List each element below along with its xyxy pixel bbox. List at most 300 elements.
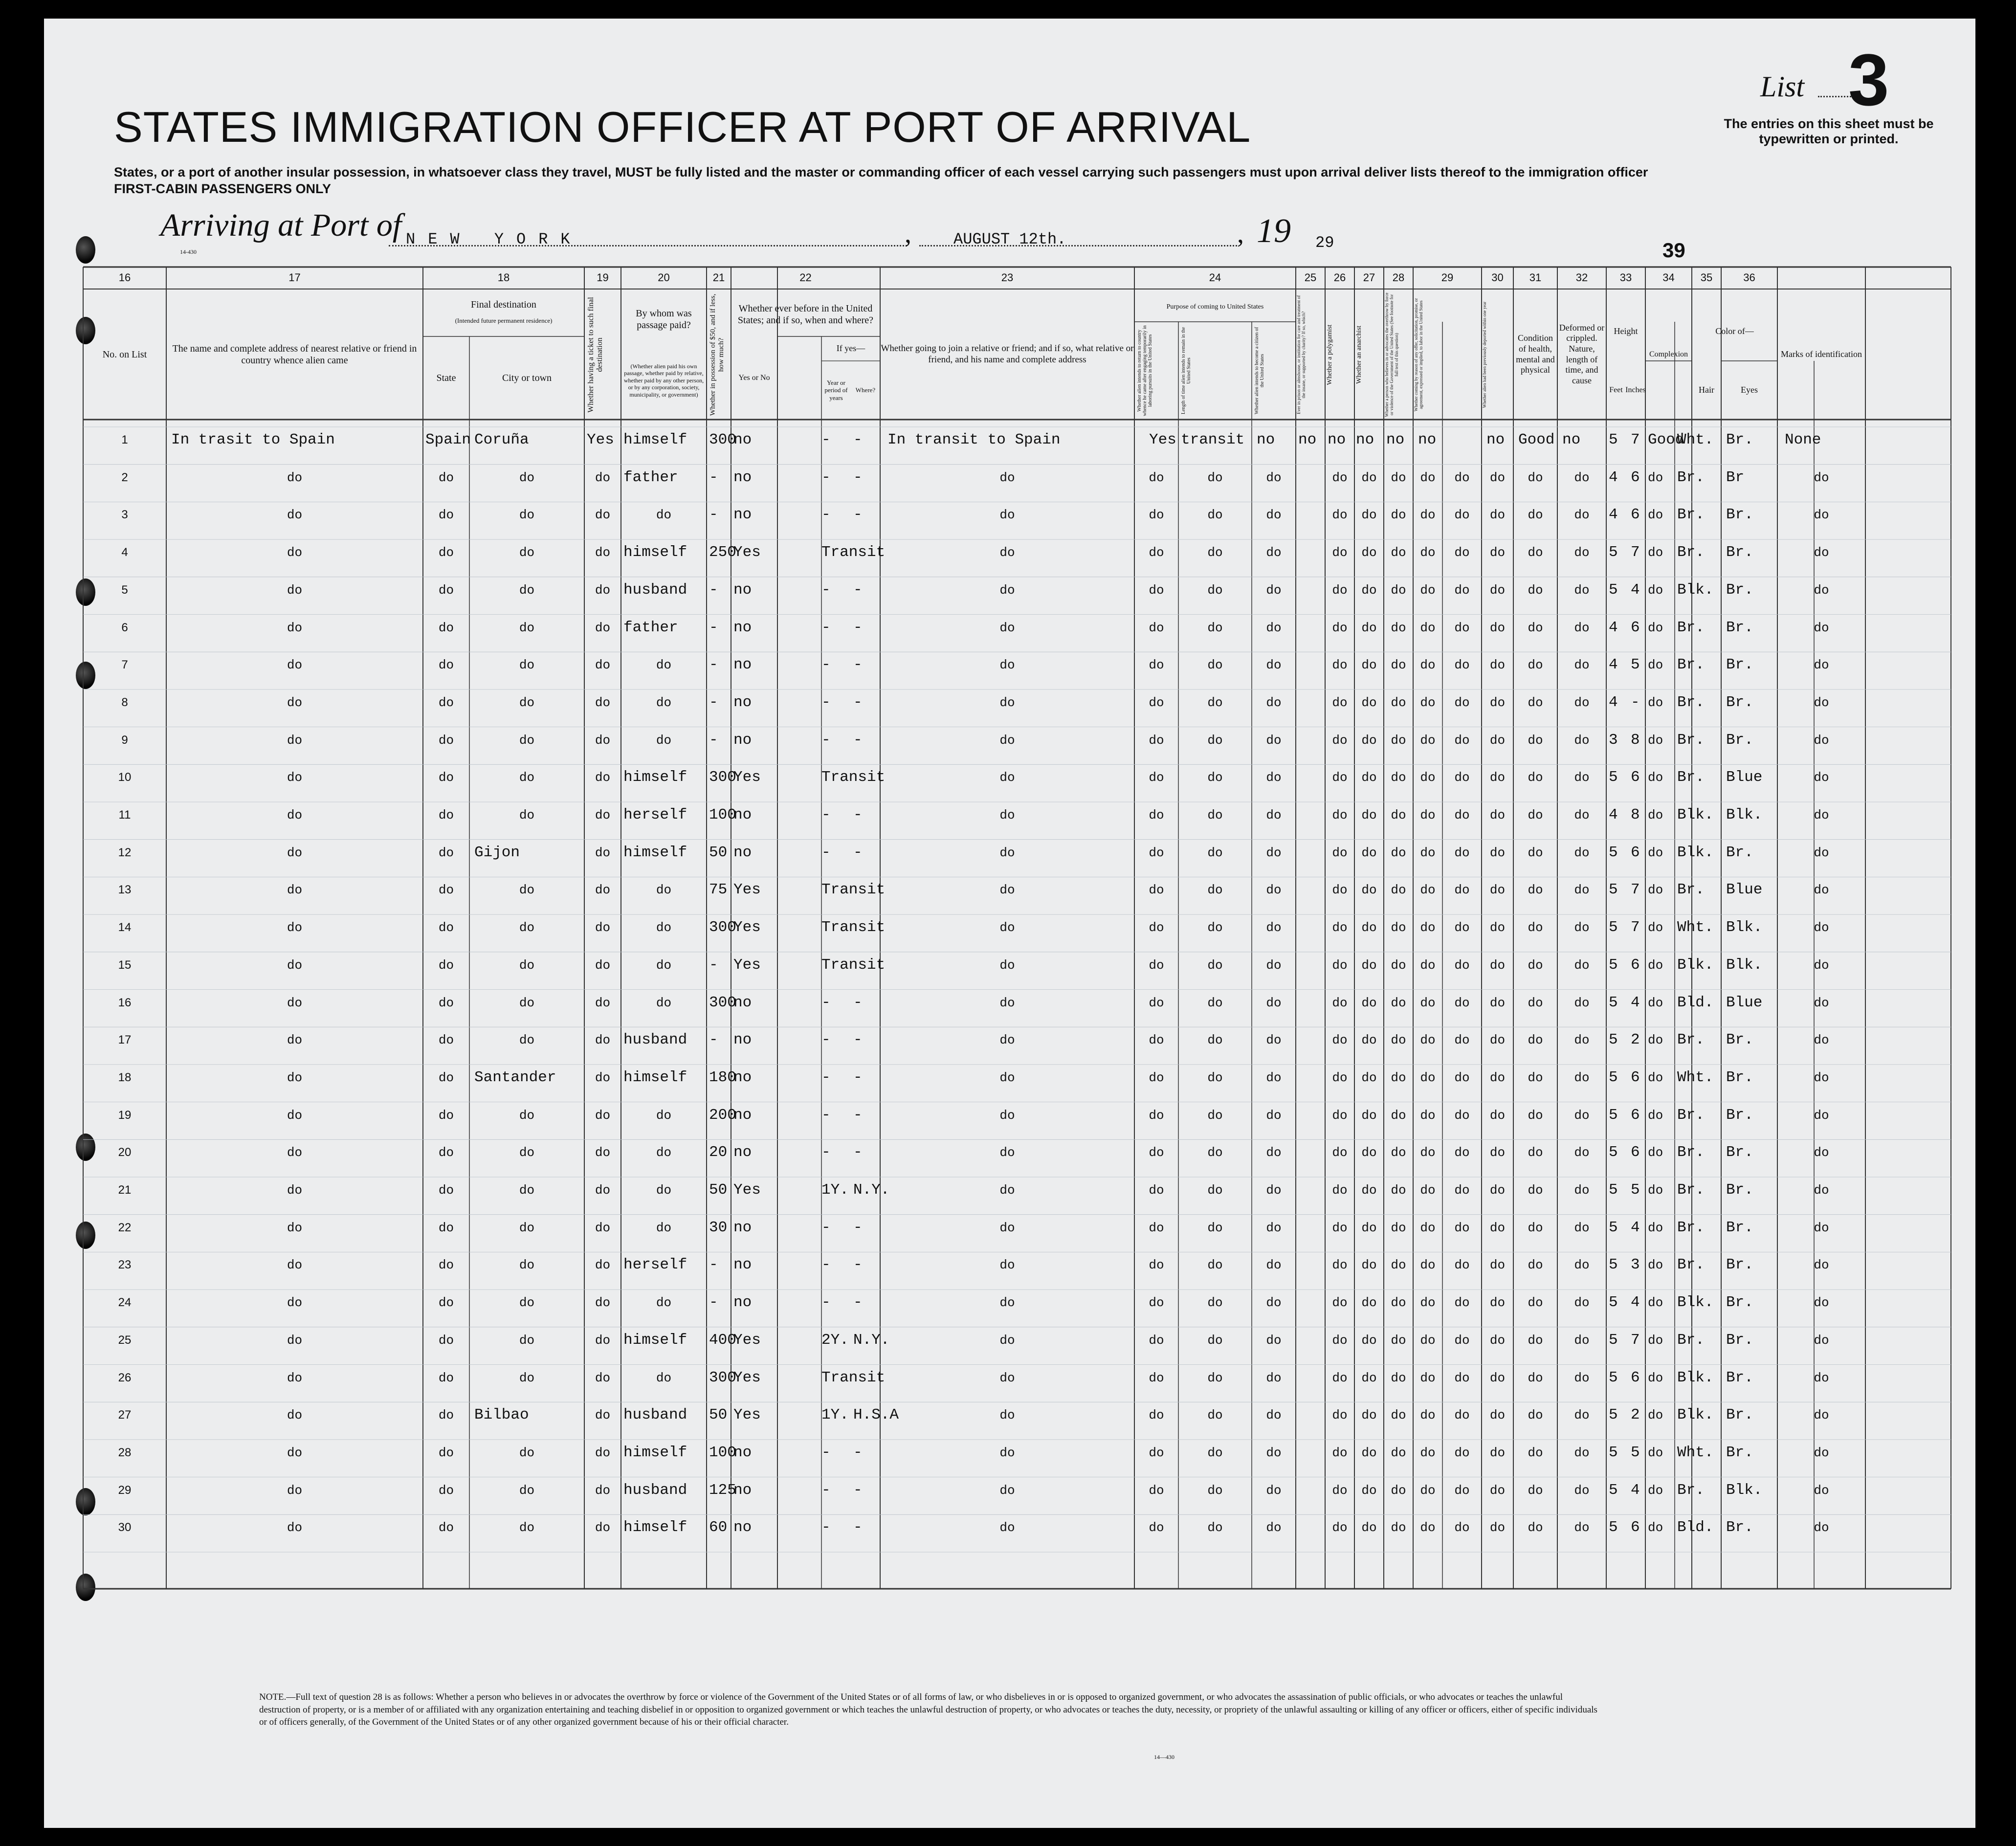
anarchist-cell: do	[1391, 1183, 1406, 1198]
deported-cell: do	[1489, 1070, 1506, 1085]
money-cell: -	[709, 693, 718, 711]
passage-paid-cell: himself	[623, 1519, 687, 1536]
city-cell: do	[519, 658, 535, 673]
marks-cell: do	[1814, 470, 1829, 485]
eyes-cell: Br.	[1726, 693, 1753, 711]
prior-year-cell: -	[821, 731, 831, 749]
list-number-cell: 5	[121, 583, 128, 597]
prior-year-cell: Transit	[821, 544, 886, 561]
citizen-intent-cell: do	[1266, 1445, 1282, 1460]
height-feet-cell: 5	[1609, 844, 1618, 861]
ticket-cell: do	[595, 620, 611, 635]
complexion-cell: do	[1648, 508, 1663, 523]
stay-length-cell: do	[1207, 883, 1223, 898]
prior-where-cell: -	[853, 506, 863, 524]
list-number-cell: 20	[118, 1146, 132, 1159]
anarchist-cell: do	[1391, 1108, 1406, 1123]
marks-cell: do	[1814, 582, 1829, 598]
stay-length-cell: do	[1207, 658, 1223, 673]
state-cell: do	[438, 733, 454, 748]
eyes-cell: Br.	[1726, 581, 1753, 599]
health-cell: do	[1528, 883, 1543, 898]
deformed-cell: do	[1574, 1370, 1590, 1385]
header-c33-inches: Inches	[1625, 386, 1646, 395]
joining-relative-cell: do	[999, 1333, 1015, 1348]
city-cell: Coruña	[474, 431, 529, 448]
page-stamp: 39	[1662, 239, 1685, 262]
purpose-return-cell: do	[1149, 845, 1164, 860]
height-feet-cell: 5	[1609, 581, 1618, 599]
overthrow-cell: do	[1420, 1295, 1436, 1311]
health-cell: Good	[1518, 431, 1555, 448]
prior-year-cell: -	[821, 581, 831, 599]
polygamist-cell: do	[1361, 582, 1377, 598]
prior-visit-cell: Yes	[733, 1369, 761, 1386]
header-c31: Condition of health, mental and physical	[1516, 333, 1555, 375]
marks-cell: do	[1814, 620, 1829, 635]
relative-cell: do	[287, 470, 303, 485]
deported-cell: do	[1489, 883, 1506, 898]
eyes-cell: Br.	[1726, 731, 1753, 749]
eyes-cell: Br.	[1726, 1144, 1753, 1161]
state-cell: do	[438, 620, 454, 635]
polygamist-cell: do	[1361, 1108, 1377, 1123]
header-c21: Whether in possession of $50, and if less, how much?	[709, 293, 725, 416]
hair-cell: Blk.	[1677, 844, 1714, 861]
labor-offer-cell: do	[1454, 1520, 1470, 1535]
hair-cell: Wht.	[1677, 1068, 1714, 1086]
state-cell: do	[438, 1145, 454, 1160]
overthrow-cell: do	[1420, 1145, 1436, 1160]
labor-offer-cell: do	[1454, 1370, 1470, 1385]
stay-length-cell: do	[1207, 1033, 1223, 1048]
citizen-intent-cell: do	[1266, 995, 1282, 1010]
anarchist-cell: do	[1391, 1145, 1406, 1160]
state-cell: do	[438, 1483, 454, 1498]
city-cell: do	[519, 1183, 535, 1198]
joining-relative-cell: do	[999, 1258, 1015, 1273]
column-number: 34	[1662, 271, 1675, 284]
marks-cell: do	[1814, 883, 1829, 898]
anarchist-cell: do	[1391, 658, 1406, 673]
passage-paid-cell: himself	[623, 1068, 687, 1086]
anarchist-cell: do	[1391, 1408, 1406, 1423]
height-feet-cell: 3	[1609, 731, 1618, 749]
stay-length-cell: do	[1207, 920, 1223, 935]
marks-cell: do	[1814, 545, 1829, 560]
prison-cell: do	[1332, 1220, 1348, 1235]
list-number-cell: 23	[118, 1258, 132, 1272]
column-number: 19	[597, 271, 609, 284]
prior-visit-cell: no	[733, 994, 752, 1011]
deported-cell: do	[1489, 808, 1506, 823]
header-c33-feet: Feet	[1609, 386, 1623, 395]
height-inches-cell: 8	[1631, 806, 1640, 823]
prior-year-cell: -	[821, 1106, 831, 1124]
money-cell: 50	[709, 1406, 728, 1424]
overthrow-cell: do	[1420, 1370, 1436, 1385]
deformed-cell: do	[1574, 545, 1590, 560]
ticket-cell: do	[595, 1070, 611, 1085]
height-inches-cell: 6	[1631, 1106, 1640, 1124]
money-cell: 75	[709, 881, 728, 899]
prior-visit-cell: Yes	[733, 769, 761, 786]
hair-cell: Br.	[1677, 506, 1705, 524]
passage-paid-cell: do	[656, 883, 672, 898]
anarchist-cell: no	[1356, 431, 1374, 448]
prior-where-cell: N.Y.	[853, 1331, 890, 1349]
height-feet-cell: 5	[1609, 956, 1618, 974]
labor-offer-cell: do	[1454, 1033, 1470, 1048]
joining-relative-cell: do	[999, 1408, 1015, 1423]
manifest-sheet	[44, 19, 1975, 1828]
ticket-cell: do	[595, 545, 611, 560]
relative-cell: do	[287, 582, 303, 598]
header-c27: Whether an anarchist	[1355, 326, 1363, 384]
overthrow-cell: do	[1420, 620, 1436, 635]
date-value: AUGUST 12th.	[953, 230, 1066, 248]
health-cell: do	[1528, 1183, 1543, 1198]
column-number: 25	[1304, 271, 1317, 284]
list-number-cell: 8	[121, 695, 128, 709]
state-cell: Spain	[425, 431, 471, 448]
labor-offer-cell: do	[1454, 1220, 1470, 1235]
polygamist-cell: do	[1361, 1408, 1377, 1423]
labor-offer-cell: no	[1418, 431, 1437, 448]
prior-year-cell: -	[821, 693, 831, 711]
marks-cell: do	[1814, 1333, 1829, 1348]
labor-offer-cell: do	[1454, 1258, 1470, 1273]
list-number-cell: 7	[121, 658, 128, 672]
deformed-cell: do	[1574, 1520, 1590, 1535]
complexion-cell: Good	[1648, 431, 1684, 448]
polygamist-cell: do	[1361, 695, 1377, 710]
city-cell: do	[519, 770, 535, 785]
joining-relative-cell: do	[999, 883, 1015, 898]
prison-cell: do	[1332, 995, 1348, 1010]
ticket-cell: do	[595, 1408, 611, 1423]
header-c35-title: Color of—	[1715, 326, 1754, 336]
hair-cell: Br.	[1677, 1219, 1705, 1236]
citizen-intent-cell: do	[1266, 695, 1282, 710]
citizen-intent-cell: do	[1266, 1145, 1282, 1160]
deported-cell: do	[1489, 470, 1506, 485]
state-cell: do	[438, 845, 454, 860]
money-cell: 250	[709, 544, 736, 561]
ticket-cell: do	[595, 995, 611, 1010]
prior-year-cell: -	[821, 806, 831, 823]
prior-where-cell: -	[853, 1481, 863, 1499]
anarchist-cell: do	[1391, 1520, 1406, 1535]
state-cell: do	[438, 1520, 454, 1535]
city-cell: do	[519, 920, 535, 935]
prison-cell: do	[1332, 808, 1348, 823]
prison-cell: do	[1332, 883, 1348, 898]
height-feet-cell: 5	[1609, 1256, 1618, 1274]
health-cell: do	[1528, 1145, 1543, 1160]
list-number-cell: 30	[118, 1521, 132, 1535]
purpose-return-cell: do	[1149, 470, 1164, 485]
stay-length-cell: do	[1207, 1108, 1223, 1123]
deported-cell: no	[1486, 431, 1505, 448]
money-cell: -	[709, 468, 718, 486]
prior-where-cell: -	[853, 431, 863, 448]
anarchist-cell: do	[1391, 508, 1406, 523]
money-cell: -	[709, 506, 718, 524]
overthrow-cell: do	[1420, 470, 1436, 485]
deported-cell: do	[1489, 1520, 1506, 1535]
labor-offer-cell: do	[1454, 695, 1470, 710]
eyes-cell: Blk.	[1726, 956, 1763, 974]
money-cell: -	[709, 619, 718, 636]
complexion-cell: do	[1648, 845, 1663, 860]
height-inches-cell: 4	[1631, 1219, 1640, 1236]
marks-cell: do	[1814, 1445, 1829, 1460]
stay-length-cell: do	[1207, 1145, 1223, 1160]
city-cell: do	[519, 620, 535, 635]
complexion-cell: do	[1648, 582, 1663, 598]
deformed-cell: do	[1574, 1408, 1590, 1423]
prior-where-cell: H.S.A	[853, 1406, 899, 1424]
height-inches-cell: 4	[1631, 994, 1640, 1011]
eyes-cell: Blue	[1726, 769, 1763, 786]
prison-cell: do	[1332, 1258, 1348, 1273]
joining-relative-cell: do	[999, 508, 1015, 523]
joining-relative-cell: do	[999, 995, 1015, 1010]
prior-year-cell: -	[821, 431, 831, 448]
deported-cell: do	[1489, 1183, 1506, 1198]
state-cell: do	[438, 1370, 454, 1385]
deported-cell: do	[1489, 695, 1506, 710]
eyes-cell: Br.	[1726, 1406, 1753, 1424]
comma: ,	[905, 219, 911, 249]
hair-cell: Br.	[1677, 468, 1705, 486]
column-number: 21	[712, 271, 725, 284]
passage-paid-cell: himself	[623, 769, 687, 786]
health-cell: do	[1528, 920, 1543, 935]
column-number: 35	[1700, 271, 1713, 284]
eyes-cell: Br.	[1726, 1331, 1753, 1349]
state-cell: do	[438, 1445, 454, 1460]
polygamist-cell: do	[1361, 545, 1377, 560]
complexion-cell: do	[1648, 770, 1663, 785]
prior-visit-cell: no	[733, 506, 752, 524]
passage-paid-cell: do	[656, 1183, 672, 1198]
deformed-cell: do	[1574, 920, 1590, 935]
city-cell: do	[519, 1033, 535, 1048]
form-code: 14-430	[180, 248, 197, 255]
height-inches-cell: 6	[1631, 506, 1640, 524]
list-number-cell: 28	[118, 1446, 132, 1459]
height-feet-cell: 5	[1609, 1406, 1618, 1424]
purpose-return-cell: Yes	[1149, 431, 1176, 448]
prior-year-cell: Transit	[821, 769, 886, 786]
stay-length-cell: do	[1207, 1408, 1223, 1423]
labor-offer-cell: do	[1454, 545, 1470, 560]
passage-paid-cell: do	[656, 1145, 672, 1160]
purpose-return-cell: do	[1149, 1183, 1164, 1198]
column-number: 27	[1363, 271, 1375, 284]
anarchist-cell: do	[1391, 620, 1406, 635]
header-c22-where: Where?	[855, 386, 876, 394]
citizen-intent-cell: no	[1257, 431, 1275, 448]
relative-cell: do	[287, 1408, 303, 1423]
complexion-cell: do	[1648, 883, 1663, 898]
health-cell: do	[1528, 1220, 1543, 1235]
prior-where-cell: -	[853, 1519, 863, 1536]
prior-visit-cell: no	[733, 656, 752, 674]
complexion-cell: do	[1648, 545, 1663, 560]
joining-relative-cell: do	[999, 770, 1015, 785]
deported-cell: do	[1489, 1295, 1506, 1311]
eyes-cell: Blk.	[1726, 1481, 1763, 1499]
list-number-cell: 4	[121, 546, 128, 559]
purpose-return-cell: do	[1149, 1520, 1164, 1535]
height-feet-cell: 5	[1609, 881, 1618, 899]
stay-length-cell: do	[1207, 1445, 1223, 1460]
marks-cell: do	[1814, 1258, 1829, 1273]
height-feet-cell: 5	[1609, 994, 1618, 1011]
prison-cell: do	[1332, 1333, 1348, 1348]
list-number-cell: 24	[118, 1296, 132, 1310]
anarchist-cell: do	[1391, 808, 1406, 823]
joining-relative-cell: do	[999, 1483, 1015, 1498]
citizen-intent-cell: do	[1266, 470, 1282, 485]
hair-cell: Blk.	[1677, 1406, 1714, 1424]
prior-where-cell: -	[853, 844, 863, 861]
ticket-cell: do	[595, 845, 611, 860]
passage-paid-cell: father	[623, 468, 678, 486]
header-c18-city: City or town	[502, 373, 552, 383]
hair-cell: Wht.	[1677, 919, 1714, 936]
money-cell: -	[709, 731, 718, 749]
eyes-cell: Br.	[1726, 1519, 1753, 1536]
height-feet-cell: 5	[1609, 1444, 1618, 1461]
overthrow-cell: do	[1420, 883, 1436, 898]
money-cell: -	[709, 656, 718, 674]
stay-length-cell: do	[1207, 957, 1223, 973]
complexion-cell: do	[1648, 995, 1663, 1010]
deformed-cell: do	[1574, 770, 1590, 785]
complexion-cell: do	[1648, 1333, 1663, 1348]
relative-cell: do	[287, 995, 303, 1010]
ticket-cell: do	[595, 658, 611, 673]
prison-cell: do	[1332, 957, 1348, 973]
prison-cell: do	[1332, 620, 1348, 635]
polygamist-cell: do	[1361, 1220, 1377, 1235]
labor-offer-cell: do	[1454, 658, 1470, 673]
prior-year-cell: -	[821, 1519, 831, 1536]
prior-year-cell: -	[821, 1256, 831, 1274]
passage-paid-cell: himself	[623, 844, 687, 861]
deported-cell: do	[1489, 545, 1506, 560]
hair-cell: Bld.	[1677, 1519, 1714, 1536]
citizen-intent-cell: do	[1266, 733, 1282, 748]
column-number: 23	[1001, 271, 1014, 284]
deported-cell: do	[1489, 1333, 1506, 1348]
health-cell: do	[1528, 508, 1543, 523]
deformed-cell: do	[1574, 658, 1590, 673]
stay-length-cell: do	[1207, 1070, 1223, 1085]
list-number-cell: 9	[121, 733, 128, 747]
joining-relative-cell: do	[999, 845, 1015, 860]
health-cell: do	[1528, 695, 1543, 710]
marks-cell: do	[1814, 1408, 1829, 1423]
prison-cell: do	[1332, 508, 1348, 523]
citizen-intent-cell: do	[1266, 845, 1282, 860]
city-cell: do	[519, 1220, 535, 1235]
stay-length-cell: do	[1207, 1333, 1223, 1348]
health-cell: do	[1528, 808, 1543, 823]
relative-cell: do	[287, 1520, 303, 1535]
anarchist-cell: do	[1391, 695, 1406, 710]
eyes-cell: Br.	[1726, 656, 1753, 674]
anarchist-cell: do	[1391, 1033, 1406, 1048]
prison-cell: do	[1332, 582, 1348, 598]
anarchist-cell: do	[1391, 582, 1406, 598]
height-feet-cell: 4	[1609, 656, 1618, 674]
purpose-return-cell: do	[1149, 1258, 1164, 1273]
prison-cell: do	[1332, 545, 1348, 560]
state-cell: do	[438, 995, 454, 1010]
header-c22-ifyes: If yes—	[836, 343, 865, 354]
prior-where-cell: -	[853, 1219, 863, 1236]
money-cell: -	[709, 956, 718, 974]
eyes-cell: Br.	[1726, 1294, 1753, 1312]
ticket-cell: do	[595, 695, 611, 710]
money-cell: 180	[709, 1068, 736, 1086]
overthrow-cell: do	[1420, 582, 1436, 598]
stay-length-cell: do	[1207, 770, 1223, 785]
header-c17: The name and complete address of nearest relative or friend in country whence alien came	[172, 343, 417, 366]
passage-paid-cell: himself	[623, 1331, 687, 1349]
passage-paid-cell: do	[656, 658, 672, 673]
anarchist-cell: do	[1391, 957, 1406, 973]
arriving-label: Arriving at Port of	[160, 207, 402, 243]
height-inches-cell: 6	[1631, 1369, 1640, 1386]
polygamist-cell: do	[1361, 1258, 1377, 1273]
citizen-intent-cell: do	[1266, 1033, 1282, 1048]
prior-visit-cell: no	[733, 1256, 752, 1274]
prison-cell: do	[1332, 733, 1348, 748]
passage-paid-cell: do	[656, 995, 672, 1010]
polygamist-cell: do	[1361, 1145, 1377, 1160]
health-cell: do	[1528, 995, 1543, 1010]
header-c24-title: Purpose of coming to United States	[1166, 303, 1264, 311]
labor-offer-cell: do	[1454, 508, 1470, 523]
state-cell: do	[438, 658, 454, 673]
passage-paid-cell: himself	[623, 431, 687, 448]
city-cell: do	[519, 1370, 535, 1385]
height-inches-cell: 6	[1631, 1519, 1640, 1536]
height-feet-cell: 5	[1609, 1031, 1618, 1049]
height-inches-cell: 6	[1631, 769, 1640, 786]
purpose-return-cell: do	[1149, 658, 1164, 673]
page-title: STATES IMMIGRATION OFFICER AT PORT OF ARRIVAL	[114, 103, 1251, 151]
hair-cell: Br.	[1677, 1481, 1705, 1499]
polygamist-cell: do	[1361, 1183, 1377, 1198]
height-inches-cell: 5	[1631, 1181, 1640, 1199]
joining-relative-cell: do	[999, 808, 1015, 823]
header-c22-title: Whether ever before in the United States; and if so, when and where?	[737, 303, 874, 326]
header-c20-title: By whom was passage paid?	[636, 308, 692, 331]
citizen-intent-cell: do	[1266, 1070, 1282, 1085]
money-cell: 30	[709, 1219, 728, 1236]
prior-where-cell: -	[853, 806, 863, 823]
passage-paid-cell: husband	[623, 1406, 687, 1424]
labor-offer-cell: do	[1454, 1445, 1470, 1460]
prison-cell: do	[1332, 845, 1348, 860]
